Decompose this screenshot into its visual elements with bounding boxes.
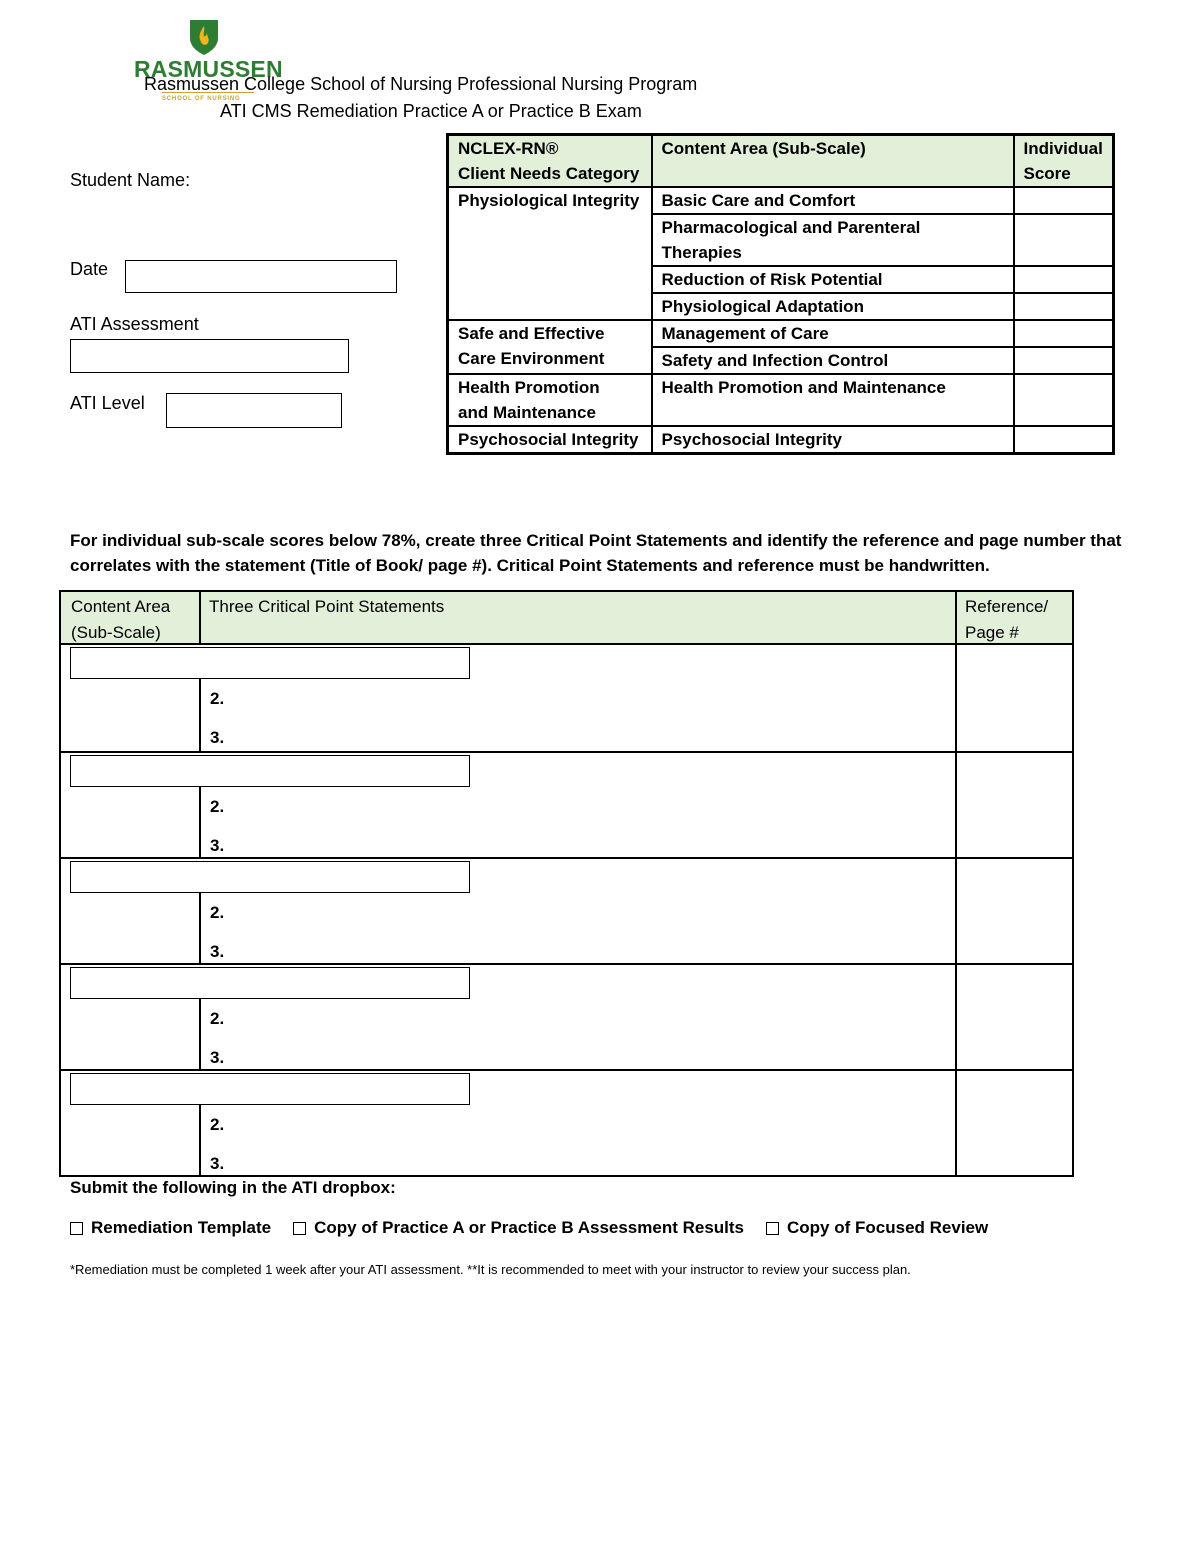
statement-block: 2. 3. <box>61 751 1072 857</box>
content-area-cell: Safety and Infection Control <box>652 347 1014 374</box>
statement-block: 2. 3. <box>61 645 1072 751</box>
content-area-input[interactable] <box>70 647 470 679</box>
score-cell[interactable] <box>1014 187 1114 214</box>
score-cell[interactable] <box>1014 426 1114 454</box>
content-area-input[interactable] <box>70 861 470 893</box>
content-area-input[interactable] <box>70 1073 470 1105</box>
content-area-cell: Basic Care and Comfort <box>652 187 1014 214</box>
score-header: Individual Score <box>1014 135 1114 188</box>
category-cell: Psychosocial Integrity <box>448 426 652 454</box>
content-area-cell: Health Promotion and Maintenance <box>652 374 1014 426</box>
score-cell[interactable] <box>1014 293 1114 320</box>
table-row <box>448 374 1114 426</box>
date-label: Date <box>70 259 109 279</box>
score-cell[interactable] <box>1014 266 1114 293</box>
checklist-item[interactable]: Remediation Template <box>70 1218 271 1238</box>
logo-subtext: SCHOOL OF NURSING <box>162 96 241 102</box>
category-cell: Health Promotion and Maintenance <box>448 374 652 426</box>
logo-wordmark: RASMUSSEN <box>134 56 283 82</box>
submit-checklist <box>70 1218 1010 1238</box>
category-header: NCLEX-RN® Client Needs Category <box>448 135 652 188</box>
reference-header: Reference/ Page # <box>965 597 1049 642</box>
statements-header: Three Critical Point Statements <box>209 597 445 616</box>
content-area-cell: Physiological Adaptation <box>652 293 1014 320</box>
table-row <box>448 187 1114 214</box>
content-area-header: Content Area (Sub-Scale) <box>652 135 1014 188</box>
critical-point-table-header <box>61 592 1072 645</box>
date-field[interactable] <box>125 260 397 293</box>
checkbox[interactable] <box>293 1222 306 1235</box>
statement-block: 2. 3. <box>61 963 1072 1069</box>
content-area-cell: Psychosocial Integrity <box>652 426 1014 454</box>
submit-title: Submit the following in the ATI dropbox: <box>70 1178 396 1197</box>
content-area-header: Content Area (Sub-Scale) <box>71 597 171 642</box>
score-cell[interactable] <box>1014 347 1114 374</box>
shield-flame-icon <box>188 18 220 56</box>
table-row <box>448 320 1114 347</box>
page-subtitle: ATI CMS Remediation Practice A or Practice B Exam <box>220 101 642 121</box>
score-cell[interactable] <box>1014 320 1114 347</box>
ati-level-label: ATI Level <box>70 393 145 413</box>
checklist-item[interactable]: Copy of Focused Review <box>766 1218 988 1238</box>
content-area-cell: Reduction of Risk Potential <box>652 266 1014 293</box>
score-cell[interactable] <box>1014 374 1114 426</box>
content-area-input[interactable] <box>70 755 470 787</box>
critical-point-table <box>59 590 1074 1177</box>
ati-assessment-field[interactable] <box>70 339 349 373</box>
statement-block: 2. 3. <box>61 1069 1072 1175</box>
instructions: For individual sub-scale scores below 78%, create three Critical Point Statements and identify the reference and page number that correlates with the statement (Title of Book/ page #). Critical Point Statements and reference must be handwritten. <box>70 531 1122 575</box>
table-row <box>448 426 1114 454</box>
score-table-header <box>448 135 1114 188</box>
page-title: Rasmussen College School of Nursing Professional Nursing Program <box>144 74 698 94</box>
checkbox[interactable] <box>766 1222 779 1235</box>
content-area-cell: Management of Care <box>652 320 1014 347</box>
ati-level-field[interactable] <box>166 393 342 428</box>
statement-block: 2. 3. <box>61 857 1072 963</box>
content-area-cell: Pharmacological and Parenteral Therapies <box>652 214 1014 266</box>
footnote: *Remediation must be completed 1 week after your ATI assessment. **It is recommended to meet with your instructor to review your success plan. <box>70 1262 911 1277</box>
student-name-label: Student Name: <box>70 170 191 190</box>
category-cell: Physiological Integrity <box>448 187 652 320</box>
content-area-input[interactable] <box>70 967 470 999</box>
score-cell[interactable] <box>1014 214 1114 266</box>
checklist-item[interactable]: Copy of Practice A or Practice B Assessment Results <box>293 1218 744 1238</box>
score-table <box>446 133 1115 455</box>
critical-point-body <box>61 645 1072 1177</box>
category-cell: Safe and Effective Care Environment <box>448 320 652 374</box>
ati-assessment-label: ATI Assessment <box>70 314 199 334</box>
checkbox[interactable] <box>70 1222 83 1235</box>
